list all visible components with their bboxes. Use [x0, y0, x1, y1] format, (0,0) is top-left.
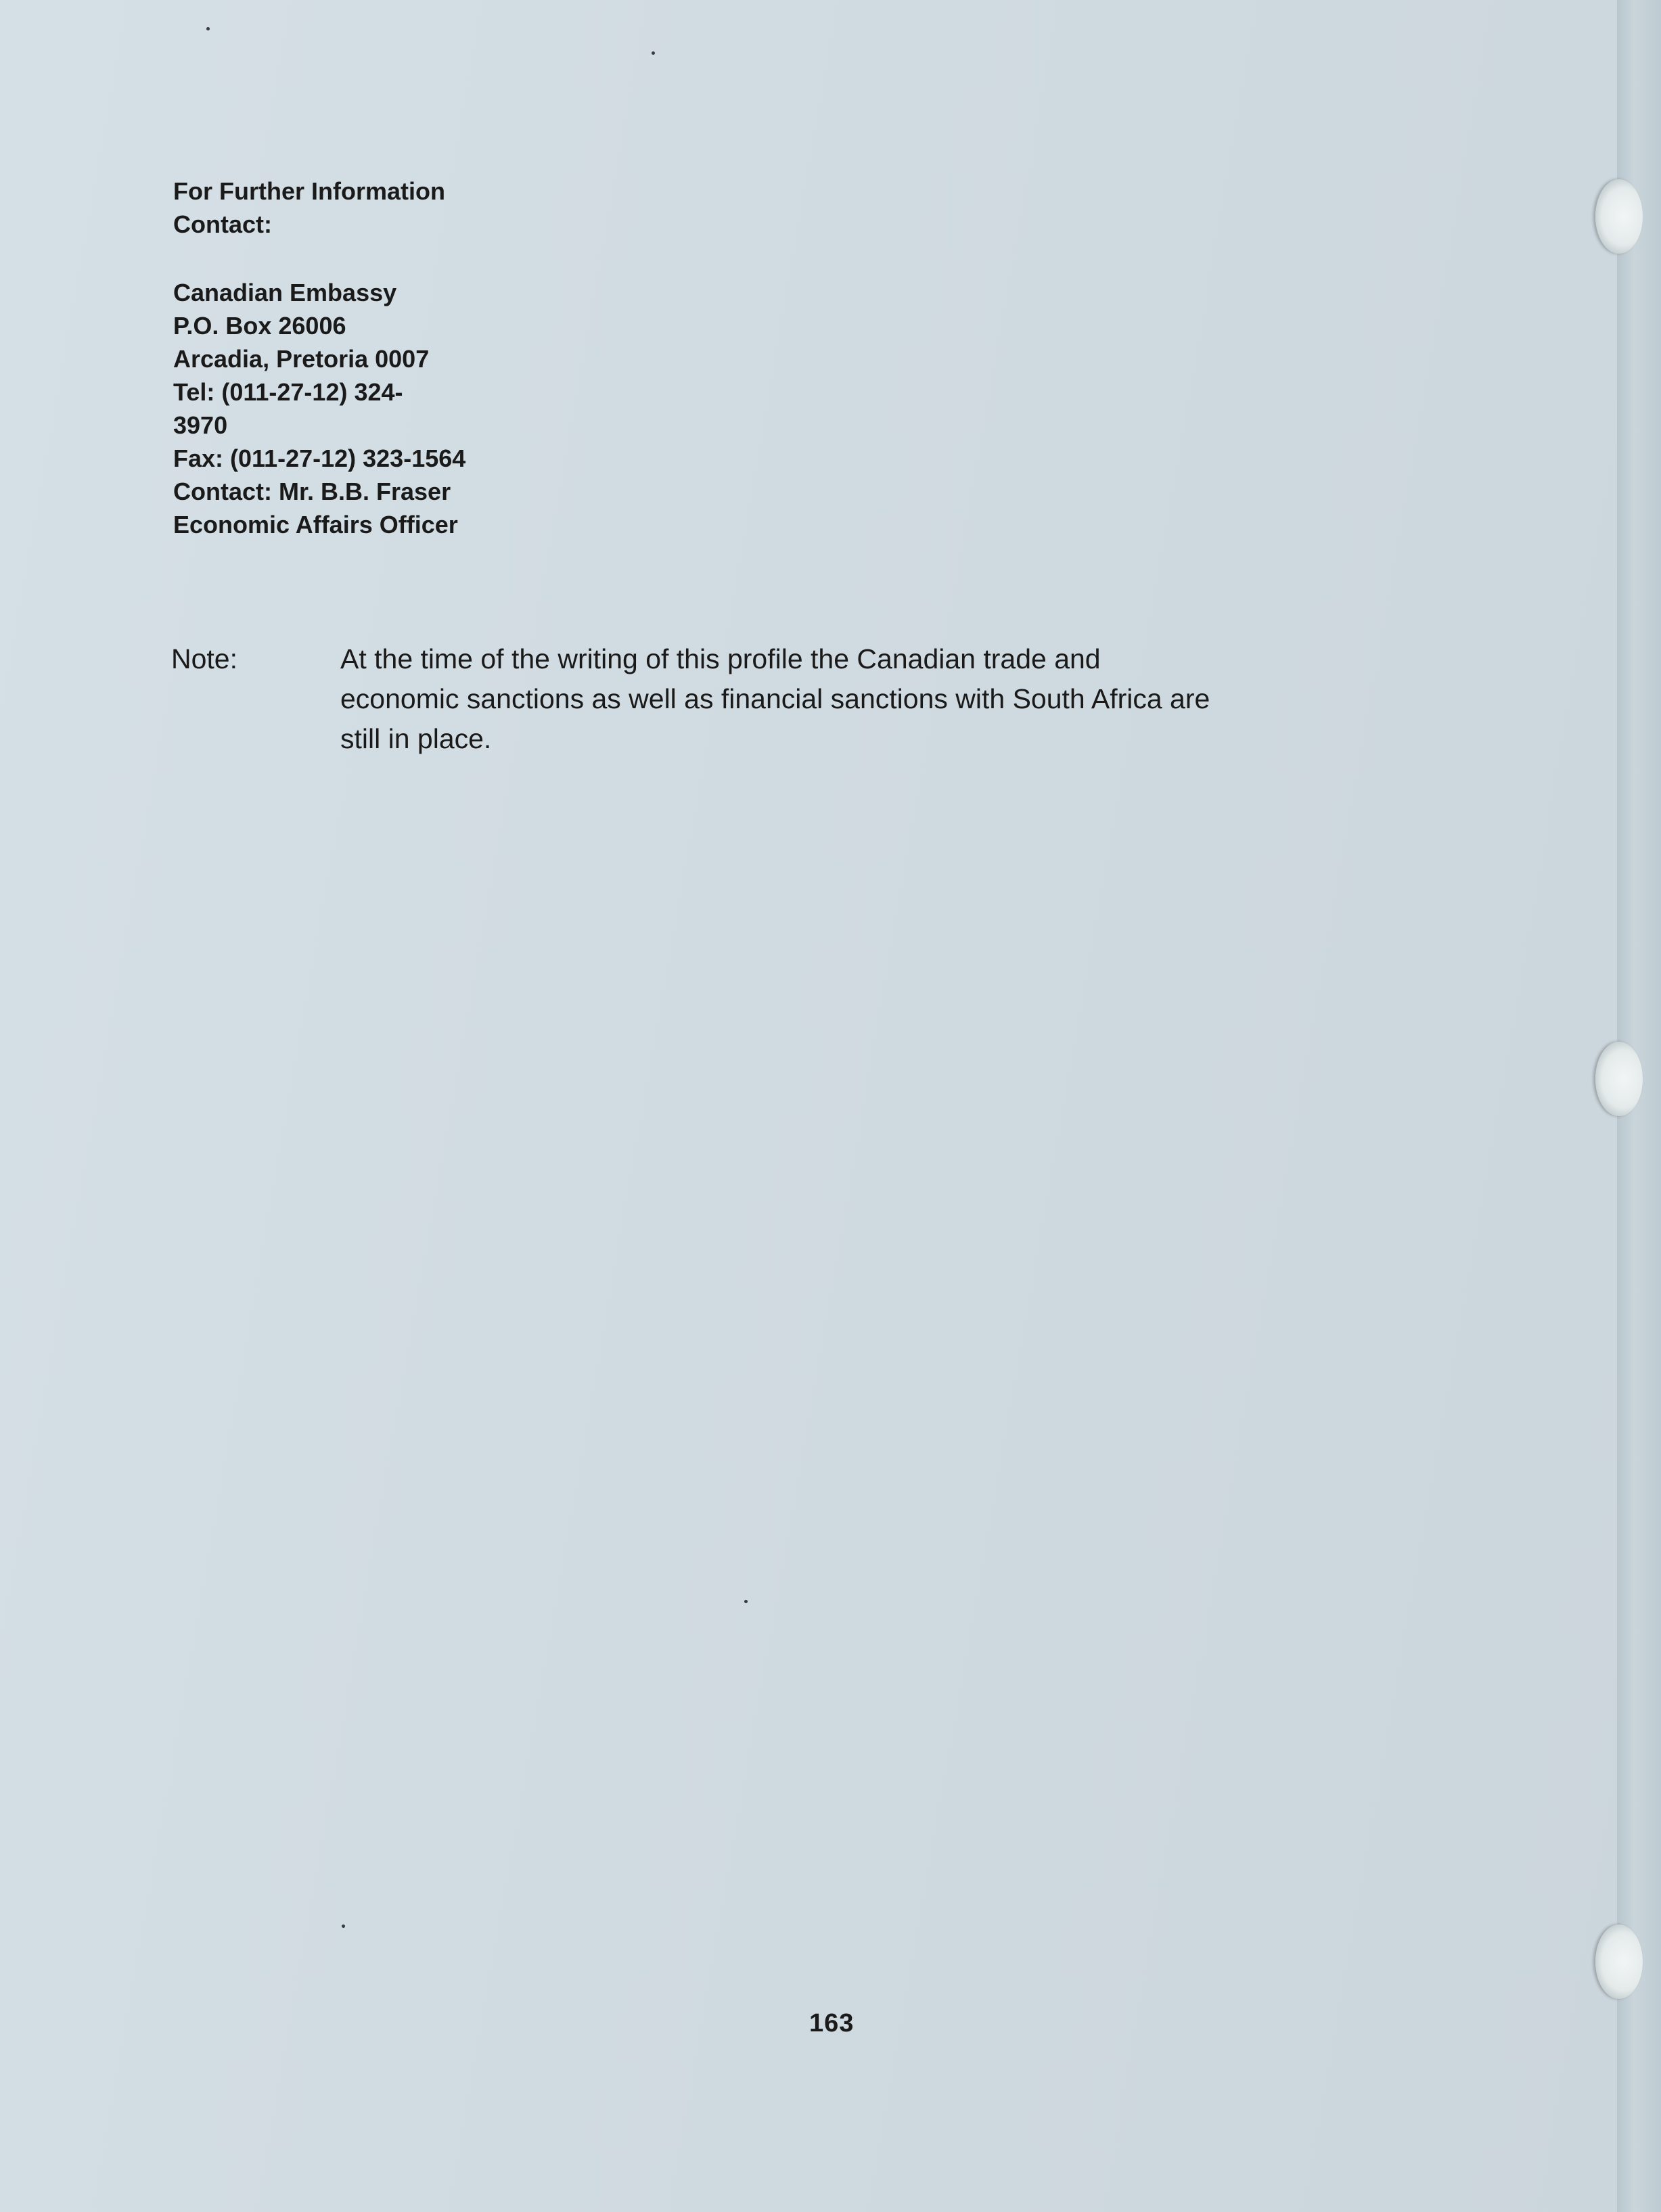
sanctions-note [171, 639, 1524, 759]
note-label: Note: [171, 643, 237, 674]
note-body [340, 639, 1524, 759]
contact-tel-cont: 3970 [173, 411, 228, 439]
punch-hole [1595, 1042, 1643, 1116]
contact-fax: Fax: (011-27-12) 323-1564 [173, 444, 466, 472]
dust-speck [744, 1600, 748, 1603]
note-line: still in place. [340, 723, 492, 754]
punch-hole [1595, 1925, 1643, 1999]
contact-heading-2: Contact: [173, 210, 272, 238]
dust-speck [206, 27, 210, 30]
contact-position: Economic Affairs Officer [173, 511, 458, 538]
note-line: economic sanctions as well as financial sanctions with South Africa are [340, 683, 1210, 714]
page-number: 163 [809, 2009, 855, 2037]
dust-speck [652, 51, 655, 55]
contact-tel: Tel: (011-27-12) 324- [173, 378, 403, 406]
contact-person: Contact: Mr. B.B. Fraser [173, 478, 451, 505]
contact-po-box: P.O. Box 26006 [173, 312, 346, 340]
contact-block [173, 175, 525, 541]
contact-city: Arcadia, Pretoria 0007 [173, 345, 430, 373]
dust-speck [342, 1925, 345, 1928]
punch-hole [1595, 179, 1643, 254]
contact-organization: Canadian Embassy [173, 279, 397, 306]
note-line: At the time of the writing of this profile the Canadian trade and [340, 643, 1101, 674]
contact-heading: For Further Information [173, 177, 445, 205]
